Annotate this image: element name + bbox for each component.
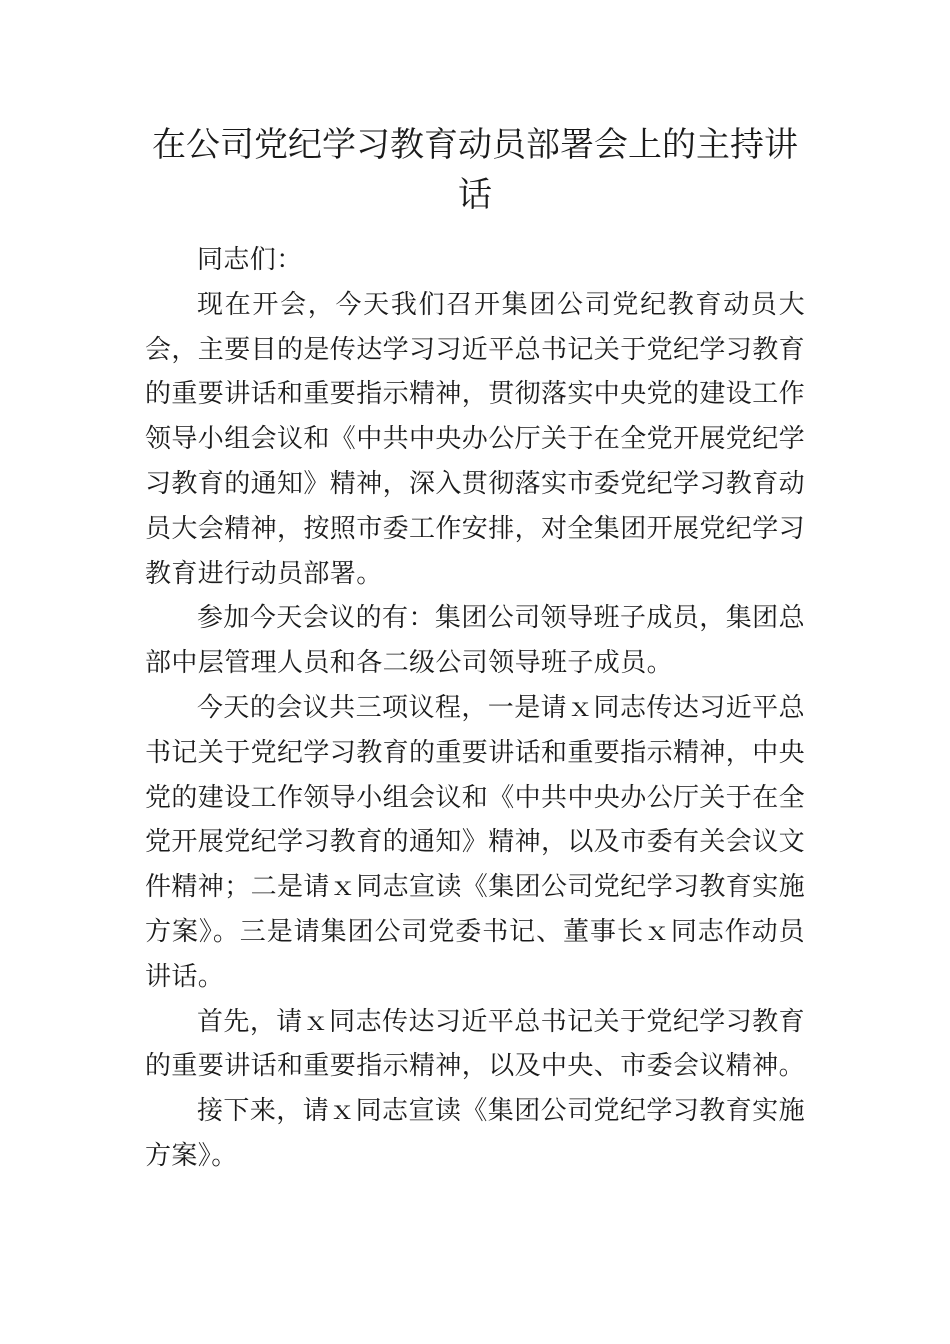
attendees-paragraph: 参加今天会议的有：集团公司领导班子成员，集团总部中层管理人员和各二级公司领导班子成员。 [145,603,805,679]
salutation-paragraph: 同志们： [197,245,303,275]
document-title: 在公司党纪学习教育动员部署会上的主持讲话 [152,125,798,215]
document-body [145,238,805,1179]
agenda-paragraph: 今天的会议共三项议程，一是请ｘ同志传达习近平总书记关于党纪学习教育的重要讲话和重要指示精神，中央党的建设工作领导小组会议和《中共中央办公厅关于在全党开展党纪学习教育的通知》精神，以及市委有关会议文件精神；二是请ｘ同志宣读《集团公司党纪学习教育实施方案》。三是请集团公司党委书记、董事长ｘ同志作动员讲话。 [145,692,806,992]
opening-paragraph: 现在开会，今天我们召开集团公司党纪教育动员大会，主要目的是传达学习习近平总书记关于党纪学习教育的重要讲话和重要指示精神，贯彻落实中央党的建设工作领导小组会议和《中共中央办公厅关于在全党开展党纪学习教育的通知》精神，深入贯彻落实市委党纪学习教育动员大会精神，按照市委工作安排，对全集团开展党纪学习教育进行动员部署。 [145,289,806,589]
next-item-paragraph: 接下来，请ｘ同志宣读《集团公司党纪学习教育实施方案》。 [145,1096,805,1171]
first-item-paragraph: 首先，请ｘ同志传达习近平总书记关于党纪学习教育的重要讲话和重要指示精神，以及中央、市委会议精神。 [145,1006,806,1082]
